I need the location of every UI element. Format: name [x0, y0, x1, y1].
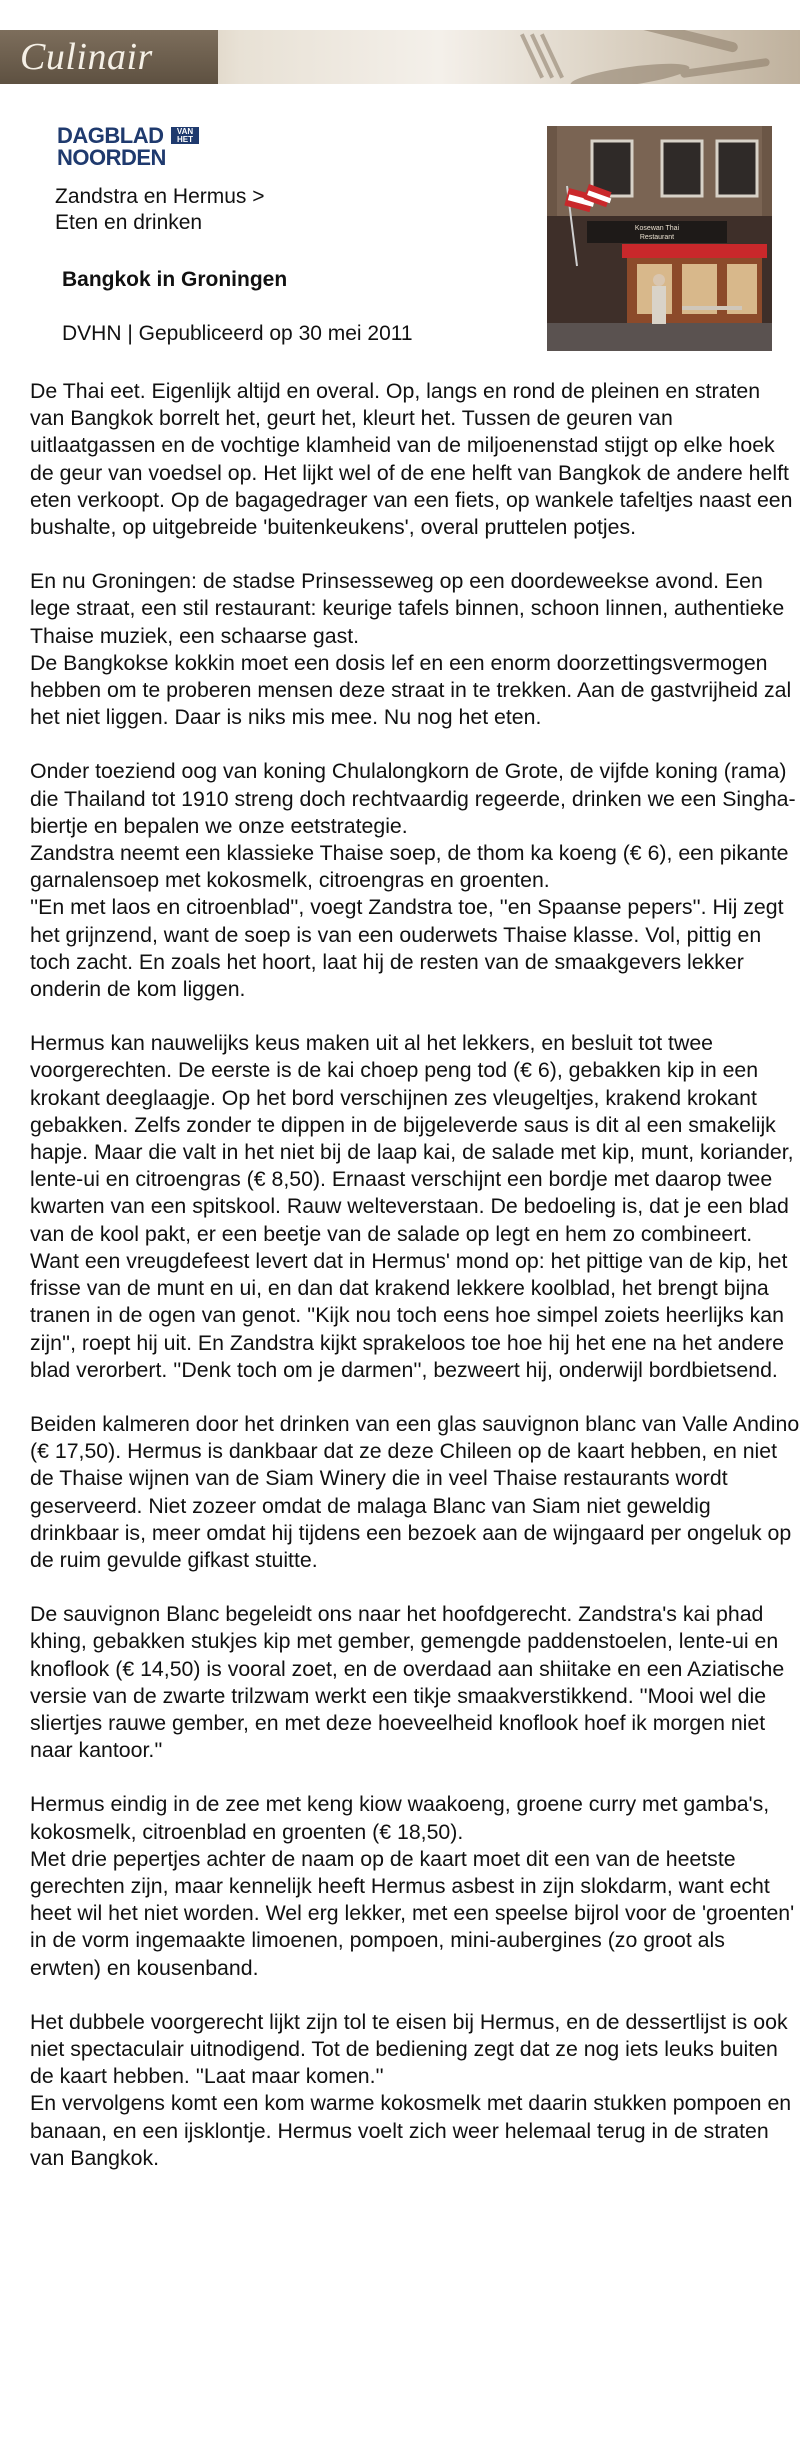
logo-line-2: NOORDEN [57, 145, 166, 170]
article-paragraph: Beiden kalmeren door het drinken van een glas sauvignon blanc van Valle Andino (€ 17,50). Hermus is dankbaar dat ze deze Chileen op de kaart hebben, en niet de Thaise wijnen van de Siam Winery die in veel Thaise restaurants wordt geserveerd. Niet zozeer omdat de malaga Blanc van Siam niet geweldig drinkbaar is, meer omdat hij tijdens een bezoek aan de wijngaard per ongeluk op de ruim gevulde gifkast stuitte. [30, 1411, 800, 1572]
cutlery-decoration-icon [510, 30, 770, 84]
newspaper-logo[interactable] [57, 124, 197, 172]
sign-text: Kosewan Thai [634, 225, 680, 232]
breadcrumb[interactable] [55, 184, 355, 236]
article-paragraph: En nu Groningen: de stadse Prinsesseweg op een doordeweekse avond. Een lege straat, een stil restaurant: keurige tafels binnen, schoon linnen, authentieke Thaise muziek, een schaarse gast. De Bangkokse kokkin moet een dosis lef en een enorm doorzettingsvermogen hebben om te proberen mensen deze straat in te trekken. Aan de gastvrijheid zal het niet liggen. Daar is niks mis mee. Nu nog het eten. [30, 569, 792, 730]
logo-badge: VAN HET [171, 127, 199, 144]
article-title: Bangkok in Groningen [62, 268, 288, 291]
article-paragraph: De sauvignon Blanc begeleidt ons naar het hoofdgerecht. Zandstra's kai phad khing, gebakken stukjes kip met gember, gemengde paddenstoelen, lente-ui en knoflook (€ 14,50) is vooral zoet, en de overdaad aan shiitake en een Aziatische versie van de zwarte trilzwam werkt een tikje smaakverstikkend. ''Mooi wel die sliertjes rauwe gember, en met deze hoeveelheid knoflook hoef ik morgen niet naar kantoor.'' [30, 1602, 785, 1763]
restaurant-photo [547, 126, 772, 351]
article-paragraph: Onder toeziend oog van koning Chulalongkorn de Grote, de vijfde koning (rama) die Thailand tot 1910 streng doch rechtvaardig regeerde, drinken we een Singha-biertje en bepalen we onze eetstrategie. Zandstra neemt een klassieke Thaise soep, de thom ka koeng (€ 6), een pikante garnalensoep met kokosmelk, citroengras en groenten. ''En met laos en citroenblad'', voegt Zandstra toe, ''en Spaanse pepers''. Hij zegt het grijnzend, want de soep is van een ouderwets Thaise klasse. Vol, pittig en toch zacht. En zoals het hoort, laat hij de resten van de smaakgevers lekker onderin de kom liggen. [30, 759, 796, 1002]
breadcrumb-text: Zandstra en Hermus > Eten en drinken [55, 185, 265, 234]
section-title: Culinair [0, 30, 218, 84]
restaurant-facade-image [547, 126, 772, 351]
svg-text:Restaurant: Restaurant [639, 234, 675, 241]
article-paragraph: Hermus kan nauwelijks keus maken uit al het lekkers, en besluit tot twee voorgerechten. De eerste is de kai choep peng tod (€ 6), gebakken kip in een krokant deeglaagje. Op het bord verschijnen zes vleugeltjes, krakend krokant gebakken. Zelfs zonder te dippen in de bijgeleverde saus is dit al een smakelijk hapje. Maar die valt in het niet bij de laap kai, de salade met kip, munt, koriander, lente-ui en citroengras (€ 8,50). Ernaast verschijnt een bordje met daarop twee kwarten van een spitskool. Rauw welteverstaan. De bedoeling is, dat je een blad van de kool pakt, er een beetje van de salade op legt en hem zo combineert. Want een vreugdefeest levert dat in Hermus' mond op: het pittige van de kip, het frisse van de munt en ui, en dan dat krakend lekkere koolblad, het brengt bijna tranen in de ogen van genot. ''Kijk nou toch eens hoe simpel zoiets heerlijks kan zijn'', roept hij uit. En Zandstra kijkt sprakeloos toe hoe hij het ene na het andere blad verorbert. ''Denk toch om je darmen'', bezweert hij, onderwijl bordbietsend. [30, 1031, 794, 1382]
section-banner [0, 30, 800, 84]
article-paragraph: Hermus eindig in de zee met keng kiow waakoeng, groene curry met gamba's, kokosmelk, citroenblad en groenten (€ 18,50). Met drie pepertjes achter de naam op de kaart moet dit een van de heetste gerechten zijn, maar kennelijk heeft Hermus asbest in zijn slokdarm, want echt heet wil het niet worden. Wel erg lekker, met een speelse bijrol voor de 'groenten' in de vorm ingemaakte limoenen, pompoen, mini-aubergines (zo groot als erwten) en kousenband. [30, 1792, 795, 1980]
article-body [30, 378, 800, 2199]
logo-line-1: DAGBLAD [57, 123, 164, 148]
article-paragraph: De Thai eet. Eigenlijk altijd en overal. Op, langs en rond de pleinen en straten van Bangkok borrelt het, geurt het, kleurt het. Tussen de geuren van uitlaatgassen en de vochtige klamheid van de miljoenenstad stijgt op elke hoek de geur van voedsel op. Het lijkt wel of de ene helft van Bangkok de andere helft eten verkoopt. Op de bagagedrager van een fiets, op wankele tafeltjes naast een bushalte, op uitgebreide 'buitenkeukens', overal pruttelen potjes. [30, 379, 793, 540]
article-paragraph: Het dubbele voorgerecht lijkt zijn tol te eisen bij Hermus, en de dessertlijst is ook niet spectaculair uitnodigend. Tot de bediening zegt dat ze nog iets leuks buiten de kaart hebben. ''Laat maar komen.'' En vervolgens komt een kom warme kokosmelk met daarin stukken pompoen en banaan, en een ijsklontje. Hermus voelt zich weer helemaal terug in de straten van Bangkok. [30, 2009, 792, 2170]
article-byline: DVHN | Gepubliceerd op 30 mei 2011 [62, 322, 413, 345]
